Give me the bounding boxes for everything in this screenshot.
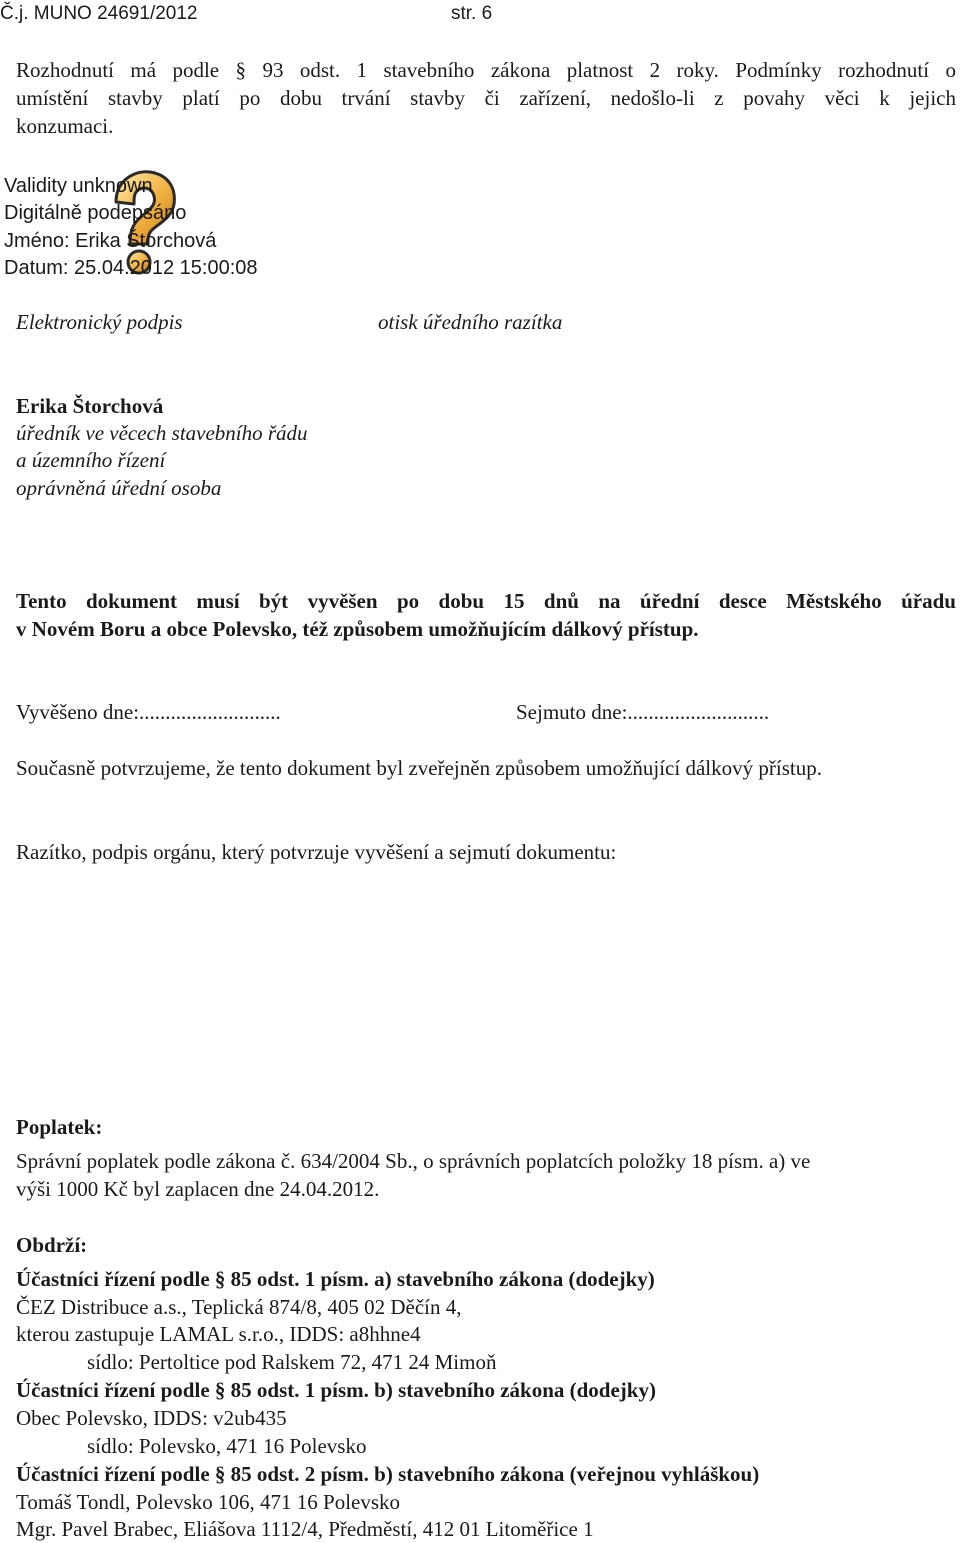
- document-reference: Č.j. MUNO 24691/2012: [0, 3, 198, 24]
- official-name: Erika Štorchová: [16, 394, 164, 418]
- posted-date-field: Vyvěšeno dne:...........................: [16, 700, 281, 724]
- removed-date-field: Sejmuto dne:...........................: [516, 700, 770, 724]
- notice-line-1: Tento dokument musí být vyvěšen po dobu 15 dnů na úřední desce Městského úřadu: [16, 589, 956, 613]
- signature-status: Validity unknown: [4, 175, 153, 197]
- recipient-group-1-line-1: ČEZ Distribuce a.s., Teplická 874/8, 405 02 Děčín 4,: [16, 1295, 462, 1319]
- recipient-group-1-line-3: sídlo: Pertoltice pod Ralskem 72, 471 24 Mimoň: [87, 1350, 497, 1374]
- recipients-heading: Obdrží:: [16, 1233, 88, 1257]
- fee-heading: Poplatek:: [16, 1115, 103, 1139]
- recipient-group-2-heading: Účastníci řízení podle § 85 odst. 1 písm. b) stavebního zákona (dodejky): [16, 1378, 656, 1402]
- official-role-2: a územního řízení: [16, 448, 166, 472]
- signature-date: Datum: 25.04.2012 15:00:08: [4, 257, 258, 279]
- validity-line-2: umístění stavby platí po dobu trvání stavby či zařízení, nedošlo-li z povahy věci k jejich: [16, 86, 956, 110]
- signature-signed: Digitálně podepsáno: [4, 202, 187, 224]
- page-number: str. 6: [451, 3, 493, 24]
- fee-line-2: výši 1000 Kč byl zaplacen dne 24.04.2012.: [16, 1177, 380, 1201]
- notice-line-2: v Novém Boru a obce Polevsko, též způsobem umožňujícím dálkový přístup.: [16, 617, 699, 641]
- recipient-group-3-line-2: Mgr. Pavel Brabec, Eliášova 1112/4, Předměstí, 412 01 Litoměřice 1: [16, 1517, 594, 1541]
- official-role-3: oprávněná úřední osoba: [16, 476, 222, 500]
- confirmation-text: Současně potvrzujeme, že tento dokument byl zveřejněn způsobem umožňující dálkový přístup.: [16, 756, 822, 780]
- recipient-group-1-line-2: kterou zastupuje LAMAL s.r.o., IDDS: a8hhne4: [16, 1322, 421, 1346]
- signature-name: Jméno: Erika Štorchová: [4, 230, 217, 252]
- official-role-1: úředník ve věcech stavebního řádu: [16, 421, 308, 445]
- recipient-group-3-line-1: Tomáš Tondl, Polevsko 106, 471 16 Polevsko: [16, 1490, 401, 1514]
- validity-line-1: Rozhodnutí má podle § 93 odst. 1 stavebního zákona platnost 2 roky. Podmínky rozhodnutí o: [16, 58, 956, 82]
- stamp-request-text: Razítko, podpis orgánu, který potvrzuje vyvěšení a sejmutí dokumentu:: [16, 840, 617, 864]
- recipient-group-2-line-1: Obec Polevsko, IDDS: v2ub435: [16, 1406, 287, 1430]
- recipient-group-2-line-2: sídlo: Polevsko, 471 16 Polevsko: [87, 1434, 367, 1458]
- validity-line-3: konzumaci.: [16, 114, 114, 138]
- stamp-label: otisk úředního razítka: [378, 310, 563, 334]
- electronic-signature-label: Elektronický podpis: [16, 310, 183, 334]
- recipient-group-1-heading: Účastníci řízení podle § 85 odst. 1 písm. a) stavebního zákona (dodejky): [16, 1267, 655, 1291]
- fee-line-1: Správní poplatek podle zákona č. 634/2004 Sb., o správních poplatcích položky 18 písm. a) ve: [16, 1149, 811, 1173]
- recipient-group-3-heading: Účastníci řízení podle § 85 odst. 2 písm. b) stavebního zákona (veřejnou vyhláškou): [16, 1462, 760, 1486]
